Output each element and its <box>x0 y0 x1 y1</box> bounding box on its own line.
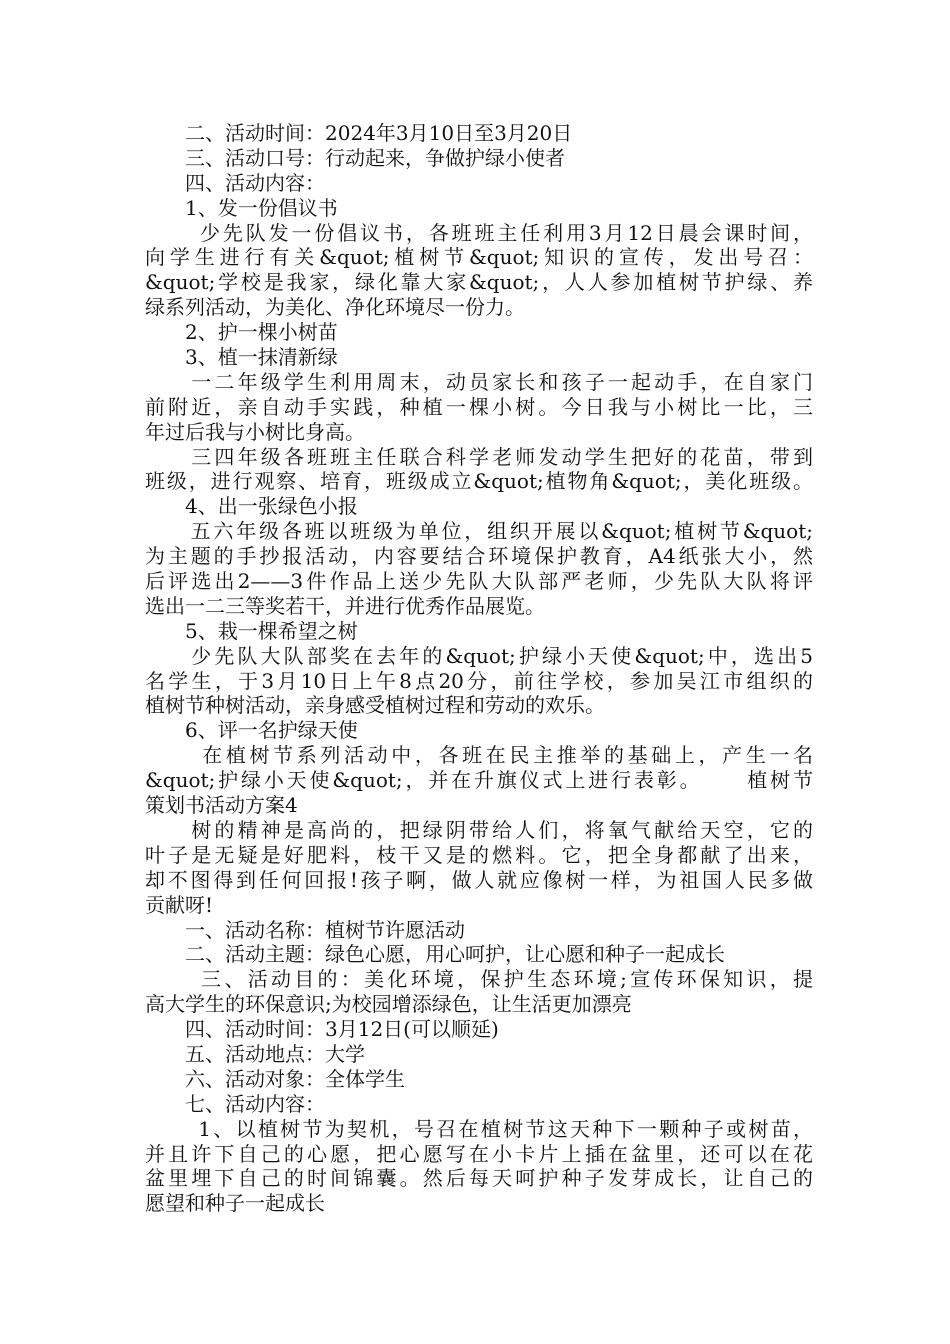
text-line: 植树节种树活动，亲身感受植树过程和劳动的欢乐。 <box>145 693 605 718</box>
text-line: 后评选出2——3件作品上送少先队大队部严老师，少先队大队将评 <box>145 569 813 594</box>
text-line: &quot;护绿小天使&quot;，并在升旗仪式上进行表彰。 植树节 <box>145 768 813 793</box>
text-line: &quot;学校是我家，绿化靠大家&quot;，人人参加植树节护绿、养 <box>145 270 813 295</box>
text-line: 二、活动时间：2024年3月10日至3月20日 <box>145 121 573 145</box>
text-line: 策划书活动方案4 <box>145 793 298 818</box>
text-line: 6、评一名护绿天使 <box>145 718 358 743</box>
text-line: 在植树节系列活动中，各班在民主推举的基础上，产生一名 <box>145 743 813 768</box>
text-line: 班级，进行观察、培育，班级成立&quot;植物角&quot;，美化班级。 <box>145 469 813 494</box>
text-line: 叶子是无疑是好肥料，枝干又是的燃料。它，把全身都献了出来， <box>145 842 813 867</box>
text-line: 四、活动时间：3月12日(可以顺延) <box>145 1017 499 1042</box>
text-line: 一二年级学生利用周末，动员家长和孩子一起动手，在自家门 <box>145 369 813 394</box>
text-line: 并且许下自己的心愿，把心愿写在小卡片上插在盆里，还可以在花 <box>145 1141 813 1166</box>
text-line: 为主题的手抄报活动，内容要结合环境保护教育，A4纸张大小，然 <box>145 544 813 569</box>
text-line: 树的精神是高尚的，把绿阴带给人们，将氧气献给天空，它的 <box>145 817 813 842</box>
text-line: 向学生进行有关&quot;植树节&quot;知识的宣传，发出号召： <box>145 245 813 270</box>
text-line: 前附近，亲自动手实践，种植一棵小树。今日我与小树比一比，三 <box>145 394 813 419</box>
text-line: 三、活动目的：美化环境，保护生态环境;宣传环保知识，提 <box>145 967 813 992</box>
text-line: 4、出一张绿色小报 <box>145 494 358 519</box>
text-line: 愿望和种子一起成长 <box>145 1191 325 1216</box>
text-line: 六、活动对象：全体学生 <box>145 1066 405 1091</box>
text-line: 少先队大队部奖在去年的&quot;护绿小天使&quot;中，选出5 <box>145 643 813 668</box>
text-line: 二、活动主题：绿色心愿，用心呵护，让心愿和种子一起成长 <box>145 942 725 967</box>
text-line: 2、护一棵小树苗 <box>145 320 338 345</box>
text-line: 三四年级各班班主任联合科学老师发动学生把好的花苗，带到 <box>145 444 813 469</box>
text-line: 四、活动内容： <box>145 170 325 195</box>
text-line: 盆里埋下自己的时间锦囊。然后每天呵护种子发芽成长，让自己的 <box>145 1166 813 1191</box>
text-line: 5、栽一棵希望之树 <box>145 618 358 643</box>
text-line: 一、活动名称：植树节许愿活动 <box>145 917 465 942</box>
text-line: 高大学生的环保意识;为校园增添绿色，让生活更加漂亮 <box>145 992 632 1017</box>
document-body <box>145 121 813 1216</box>
text-line: 1、以植树节为契机，号召在植树节这天种下一颗种子或树苗， <box>145 1116 813 1141</box>
text-line: 选出一二三等奖若干，并进行优秀作品展览。 <box>145 593 545 618</box>
text-line: 1、发一份倡议书 <box>145 195 338 220</box>
text-line: 三、活动口号：行动起来，争做护绿小使者 <box>145 145 565 170</box>
text-line: 绿系列活动，为美化、净化环境尽一份力。 <box>145 295 525 320</box>
text-line: 五、活动地点：大学 <box>145 1041 365 1066</box>
text-line: 五六年级各班以班级为单位，组织开展以&quot;植树节&quot; <box>145 519 813 544</box>
text-line: 少先队发一份倡议书，各班班主任利用3月12日晨会课时间， <box>145 220 813 245</box>
text-line: 七、活动内容： <box>145 1091 325 1116</box>
text-line: 却不图得到任何回报!孩子啊，做人就应像树一样，为祖国人民多做 <box>145 867 813 892</box>
text-line: 名学生，于3月10日上午8点20分，前往学校，参加吴江市组织的 <box>145 668 813 693</box>
text-line: 3、植一抹清新绿 <box>145 345 338 370</box>
text-line: 年过后我与小树比身高。 <box>145 419 365 444</box>
text-line: 贡献呀! <box>145 892 214 917</box>
